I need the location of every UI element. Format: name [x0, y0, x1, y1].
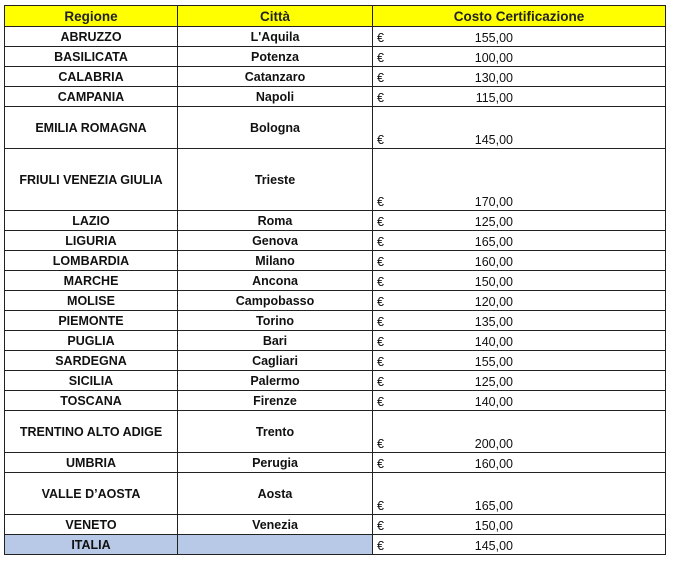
cell-regione: EMILIA ROMAGNA — [5, 107, 178, 149]
cell-regione: LIGURIA — [5, 231, 178, 251]
cell-citta: Catanzaro — [178, 67, 373, 87]
cell-regione: CALABRIA — [5, 67, 178, 87]
table-row — [5, 331, 666, 351]
cell-citta: Ancona — [178, 271, 373, 291]
cell-citta: Perugia — [178, 453, 373, 473]
currency-symbol: € — [377, 133, 384, 147]
table-row — [5, 47, 666, 67]
cell-regione: LOMBARDIA — [5, 251, 178, 271]
table-row — [5, 311, 666, 331]
cell-regione: CAMPANIA — [5, 87, 178, 107]
cost-value: 135,00 — [474, 315, 513, 329]
cell-regione: ABRUZZO — [5, 27, 178, 47]
table-row — [5, 473, 666, 515]
cell-regione: TOSCANA — [5, 391, 178, 411]
cell-citta: Trento — [178, 411, 373, 453]
cell-costo — [373, 515, 666, 535]
header-costo: Costo Certificazione — [373, 6, 666, 27]
cell-costo — [373, 351, 666, 371]
table-row — [5, 211, 666, 231]
cost-value: 150,00 — [474, 275, 513, 289]
cell-costo — [373, 473, 666, 515]
cell-regione: FRIULI VENEZIA GIULIA — [5, 149, 178, 211]
cell-citta: Firenze — [178, 391, 373, 411]
cost-value: 160,00 — [474, 255, 513, 269]
currency-symbol: € — [377, 235, 384, 249]
header-row — [5, 6, 666, 27]
table-row — [5, 351, 666, 371]
cell-costo — [373, 453, 666, 473]
cell-regione: UMBRIA — [5, 453, 178, 473]
cell-costo — [373, 149, 666, 211]
currency-symbol: € — [377, 519, 384, 533]
currency-symbol: € — [377, 355, 384, 369]
currency-symbol: € — [377, 195, 384, 209]
table-row — [5, 67, 666, 87]
cell-costo — [373, 291, 666, 311]
table-row — [5, 231, 666, 251]
table-row — [5, 391, 666, 411]
cell-regione: PIEMONTE — [5, 311, 178, 331]
currency-symbol: € — [377, 375, 384, 389]
cell-regione: LAZIO — [5, 211, 178, 231]
cost-value: 165,00 — [474, 235, 513, 249]
cost-value: 125,00 — [474, 375, 513, 389]
cell-costo — [373, 371, 666, 391]
cell-costo — [373, 231, 666, 251]
cell-costo — [373, 211, 666, 231]
cell-citta — [178, 535, 373, 555]
currency-symbol: € — [377, 275, 384, 289]
cell-citta: Napoli — [178, 87, 373, 107]
cell-citta: Bari — [178, 331, 373, 351]
currency-symbol: € — [377, 71, 384, 85]
cost-value: 155,00 — [474, 355, 513, 369]
cell-costo — [373, 271, 666, 291]
cost-value: 115,00 — [475, 91, 513, 105]
currency-symbol: € — [377, 295, 384, 309]
table-row — [5, 371, 666, 391]
cell-citta: Torino — [178, 311, 373, 331]
cell-citta: Bologna — [178, 107, 373, 149]
cost-value: 145,00 — [474, 539, 513, 553]
cell-costo — [373, 391, 666, 411]
cell-costo — [373, 107, 666, 149]
cell-regione: SICILIA — [5, 371, 178, 391]
table-row — [5, 87, 666, 107]
cell-citta: Cagliari — [178, 351, 373, 371]
cell-regione: VENETO — [5, 515, 178, 535]
cost-value: 100,00 — [474, 51, 513, 65]
table-row — [5, 291, 666, 311]
cost-value: 170,00 — [474, 195, 513, 209]
cost-value: 155,00 — [474, 31, 513, 45]
header-citta: Città — [178, 6, 373, 27]
cost-table — [4, 5, 666, 555]
cell-costo — [373, 331, 666, 351]
table-row — [5, 149, 666, 211]
cell-regione: MARCHE — [5, 271, 178, 291]
cost-value: 165,00 — [474, 499, 513, 513]
cost-value: 140,00 — [474, 335, 513, 349]
table-row — [5, 27, 666, 47]
cost-value: 150,00 — [474, 519, 513, 533]
cell-regione: PUGLIA — [5, 331, 178, 351]
cell-costo — [373, 67, 666, 87]
cell-costo — [373, 251, 666, 271]
cell-citta: Campobasso — [178, 291, 373, 311]
currency-symbol: € — [377, 215, 384, 229]
currency-symbol: € — [377, 315, 384, 329]
cell-regione: ITALIA — [5, 535, 178, 555]
currency-symbol: € — [377, 91, 384, 105]
cell-citta: Potenza — [178, 47, 373, 67]
cost-value: 160,00 — [474, 457, 513, 471]
cost-value: 200,00 — [474, 437, 513, 451]
cell-citta: Milano — [178, 251, 373, 271]
table-body — [5, 27, 666, 555]
cell-regione: TRENTINO ALTO ADIGE — [5, 411, 178, 453]
currency-symbol: € — [377, 51, 384, 65]
total-row — [5, 535, 666, 555]
currency-symbol: € — [377, 31, 384, 45]
cell-regione: SARDEGNA — [5, 351, 178, 371]
cell-costo — [373, 311, 666, 331]
cost-value: 120,00 — [474, 295, 513, 309]
cell-citta: Venezia — [178, 515, 373, 535]
cost-value: 130,00 — [474, 71, 513, 85]
table-row — [5, 271, 666, 291]
cell-regione: BASILICATA — [5, 47, 178, 67]
cell-costo — [373, 87, 666, 107]
table-row — [5, 251, 666, 271]
table-row — [5, 515, 666, 535]
currency-symbol: € — [377, 335, 384, 349]
cost-value: 145,00 — [474, 133, 513, 147]
currency-symbol: € — [377, 255, 384, 269]
currency-symbol: € — [377, 539, 384, 553]
cell-regione: VALLE D’AOSTA — [5, 473, 178, 515]
cell-costo — [373, 47, 666, 67]
cell-costo — [373, 27, 666, 47]
cell-citta: L'Aquila — [178, 27, 373, 47]
table-row — [5, 453, 666, 473]
currency-symbol: € — [377, 499, 384, 513]
table-row — [5, 411, 666, 453]
currency-symbol: € — [377, 395, 384, 409]
cell-citta: Roma — [178, 211, 373, 231]
cell-citta: Palermo — [178, 371, 373, 391]
cell-citta: Aosta — [178, 473, 373, 515]
cell-citta: Genova — [178, 231, 373, 251]
cell-citta: Trieste — [178, 149, 373, 211]
table-row — [5, 107, 666, 149]
cell-costo — [373, 411, 666, 453]
cost-value: 125,00 — [474, 215, 513, 229]
cell-costo — [373, 535, 666, 555]
currency-symbol: € — [377, 437, 384, 451]
currency-symbol: € — [377, 457, 384, 471]
header-regione: Regione — [5, 6, 178, 27]
cost-value: 140,00 — [474, 395, 513, 409]
cell-regione: MOLISE — [5, 291, 178, 311]
